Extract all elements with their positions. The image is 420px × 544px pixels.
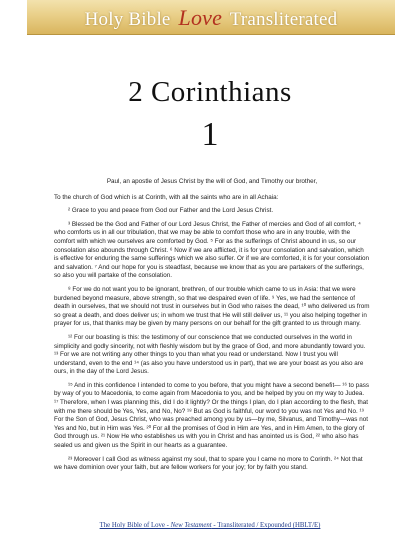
verse-paragraph: Paul, an apostle of Jesus Christ by the will of God, and Timothy our brother, bbox=[106, 178, 318, 185]
footer-italic: New Testament bbox=[170, 522, 212, 529]
verse-paragraph: ¹² For our boasting is this: the testimony of our conscience that we conducted ourselves in the world in simplicity and godly sincerity, not with fleshly wisdom but by the grace of God, and more abundantly toward you. ¹³ For we are not writing any other things to you than what you read or understand. Now I trust you will understand, even to the end ¹⁴ (as also you have understood us in part), that we are your boast as you also are ours, in the day of the Lord Jesus. bbox=[54, 333, 366, 376]
verse-paragraph: ²³ Moreover I call God as witness against my soul, that to spare you I came no more to Corinth. ²⁴ Not that we have dominion over your faith, but are fellow workers for your joy; for by faith you stand. bbox=[54, 455, 363, 472]
banner-title-love: Love bbox=[178, 5, 223, 30]
footer-suffix: - Transliterated / Expounded (HBLT/E) bbox=[211, 522, 321, 529]
book-title: 2 Corinthians bbox=[128, 76, 292, 108]
banner-title-part1: Holy Bible bbox=[84, 9, 171, 30]
verse-paragraph: ³ Blessed be the God and Father of our Lord Jesus Christ, the Father of mercies and God of all comfort, ⁴ who comforts us in all our tribulation, that we may be able to comfort those who are in any trouble, with the comfort with which we ourselves are comforted by God. ⁵ For as the sufferings of Christ abound in us, so our consolation also abounds through Christ. ⁶ Now if we are afflicted, it is for your consolation and salvation, which is effective for enduring the same sufferings which we also suffer. Or if we are comforted, it is for your consolation and salvation. ⁷ And our hope for you is steadfast, because we know that as you are partakers of the sufferings, so also you will partake of the consolation. bbox=[54, 220, 369, 280]
chapter-number: 1 bbox=[201, 116, 219, 153]
verse-paragraph: ² Grace to you and peace from God our Father and the Lord Jesus Christ. bbox=[68, 207, 274, 215]
verse-paragraph: ¹⁵ And in this confidence I intended to come to you before, that you might have a second benefit— ¹⁶ to pass by way of you to Macedonia, to come again from Macedonia to you, and be helped by you on my way to Judea. ¹⁷ Therefore, when I was planning this, did I do it lightly? Or the things I plan, do I plan according to the flesh, that with me there should be Yes, Yes, and No, No? ¹⁸ But as God is faithful, our word to you was not Yes and No. ¹⁹ For the Son of God, Jesus Christ, who was preached among you by us—by me, Silvanus, and Timothy—was not Yes and No, but in Him was Yes. ²⁰ For all the promises of God in Him are Yes, and in Him Amen, to the glory of God through us. ²¹ Now He who establishes us with you in Christ and has anointed us is God, ²² who also has sealed us and given us the Spirit in our hearts as a guarantee. bbox=[54, 381, 369, 450]
header-banner bbox=[27, 0, 395, 35]
verse-paragraph: ⁸ For we do not want you to be ignorant, brethren, of our trouble which came to us in Asia: that we were burdened beyond measure, above strength, so that we despaired even of life. ⁹ Yes, we had the sentence of death in ourselves, that we should not trust in ourselves but in God who raises the dead, ¹⁰ who delivered us from so great a death, and does deliver us; in whom we trust that He will still deliver us, ¹¹ you also helping together in prayer for us, that thanks may be given by many persons on our behalf for the gift granted to us through many. bbox=[54, 285, 370, 328]
verse-paragraph: To the church of God which is at Corinth, with all the saints who are in all Achaia: bbox=[54, 193, 279, 201]
banner-title-part3: Transliterated bbox=[229, 9, 338, 30]
chapter-text bbox=[54, 178, 370, 478]
footer-link[interactable] bbox=[0, 522, 420, 529]
footer-prefix: The Holy Bible of Love - bbox=[99, 522, 171, 529]
banner-title bbox=[27, 5, 395, 31]
